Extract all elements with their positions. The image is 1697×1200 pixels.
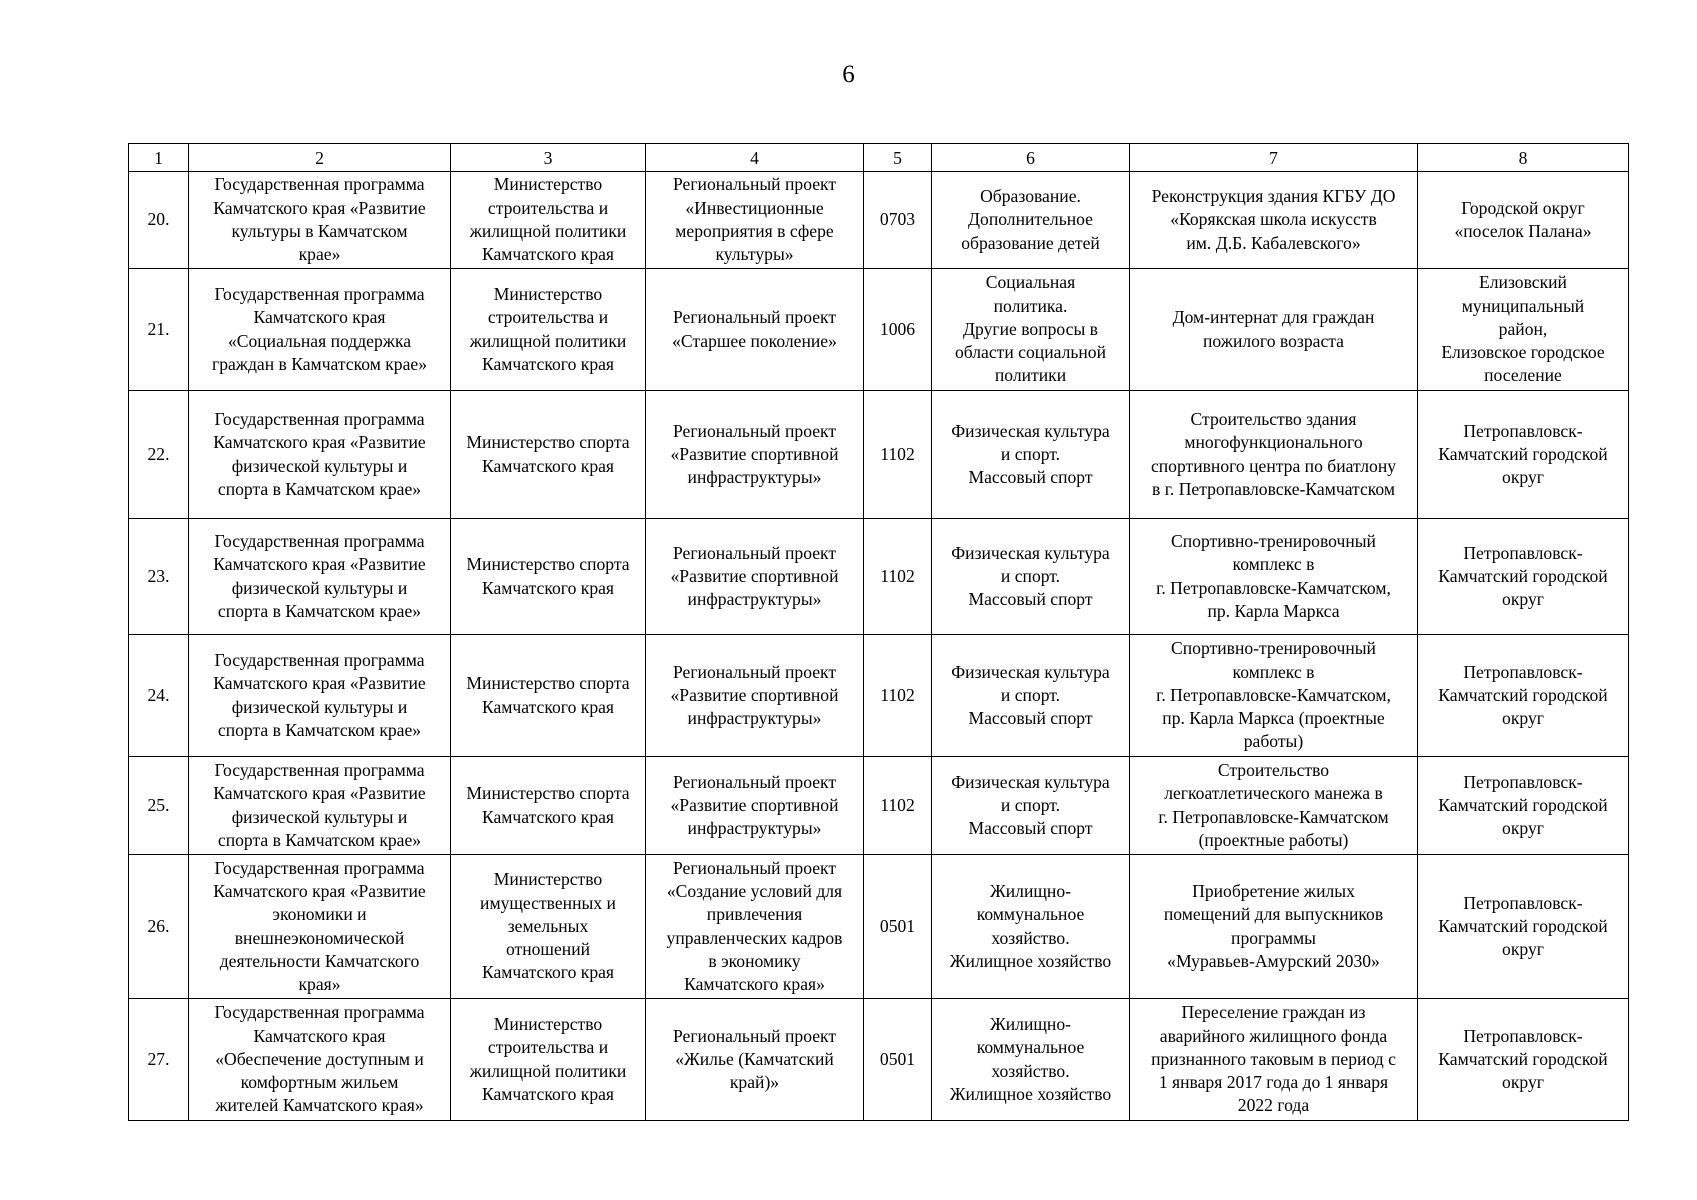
object-cell: Реконструкция здания КГБУ ДО «Корякская школа искусств им. Д.Б. Кабалевского» xyxy=(1130,172,1418,269)
project-cell: Региональный проект «Развитие спортивной инфраструктуры» xyxy=(646,635,864,757)
table-row xyxy=(129,269,1629,391)
object-cell: Строительство здания многофункционального спортивного центра по биатлону в г. Петропавловске-Камчатском xyxy=(1130,391,1418,519)
ministry-cell: Министерство строительства и жилищной политики Камчатского края xyxy=(451,172,646,269)
row-number-cell: 23. xyxy=(129,519,189,635)
program-cell: Государственная программа Камчатского края «Обеспечение доступным и комфортным жильем жителей Камчатского края» xyxy=(189,999,451,1121)
municipality-cell: Петропавловск- Камчатский городской округ xyxy=(1418,391,1629,519)
table-header-row xyxy=(129,144,1629,172)
program-cell: Государственная программа Камчатского края «Развитие физической культуры и спорта в Камчатском крае» xyxy=(189,519,451,635)
budget-section-cell: Жилищно- коммунальное хозяйство. Жилищное хозяйство xyxy=(932,999,1130,1121)
object-cell: Спортивно-тренировочный комплекс в г. Петропавловске-Камчатском, пр. Карла Маркса xyxy=(1130,519,1418,635)
budget-code-cell: 1102 xyxy=(864,519,932,635)
object-cell: Спортивно-тренировочный комплекс в г. Петропавловске-Камчатском, пр. Карла Маркса (проектные работы) xyxy=(1130,635,1418,757)
row-number-cell: 21. xyxy=(129,269,189,391)
row-number-cell: 27. xyxy=(129,999,189,1121)
program-cell: Государственная программа Камчатского края «Социальная поддержка граждан в Камчатском крае» xyxy=(189,269,451,391)
ministry-cell: Министерство спорта Камчатского края xyxy=(451,635,646,757)
municipality-cell: Петропавловск- Камчатский городской округ xyxy=(1418,999,1629,1121)
column-section-header: 6 xyxy=(932,144,1130,172)
table-row xyxy=(129,757,1629,855)
program-cell: Государственная программа Камчатского края «Развитие физической культуры и спорта в Камчатском крае» xyxy=(189,635,451,757)
budget-code-cell: 1006 xyxy=(864,269,932,391)
column-program-header: 2 xyxy=(189,144,451,172)
project-cell: Региональный проект «Развитие спортивной инфраструктуры» xyxy=(646,391,864,519)
object-cell: Дом-интернат для граждан пожилого возраста xyxy=(1130,269,1418,391)
column-object-header: 7 xyxy=(1130,144,1418,172)
program-cell: Государственная программа Камчатского края «Развитие экономики и внешнеэкономической деятельности Камчатского края» xyxy=(189,855,451,999)
table-row xyxy=(129,999,1629,1121)
project-cell: Региональный проект «Инвестиционные мероприятия в сфере культуры» xyxy=(646,172,864,269)
municipality-cell: Елизовский муниципальный район, Елизовское городское поселение xyxy=(1418,269,1629,391)
program-cell: Государственная программа Камчатского края «Развитие культуры в Камчатском крае» xyxy=(189,172,451,269)
ministry-cell: Министерство спорта Камчатского края xyxy=(451,391,646,519)
row-number-cell: 20. xyxy=(129,172,189,269)
table-row xyxy=(129,635,1629,757)
object-cell: Строительство легкоатлетического манежа в г. Петропавловске-Камчатском (проектные работы) xyxy=(1130,757,1418,855)
budget-section-cell: Образование. Дополнительное образование детей xyxy=(932,172,1130,269)
budget-section-cell: Физическая культура и спорт. Массовый спорт xyxy=(932,519,1130,635)
municipality-cell: Петропавловск- Камчатский городской округ xyxy=(1418,519,1629,635)
table-row xyxy=(129,519,1629,635)
data-table xyxy=(128,143,1629,1121)
row-number-cell: 22. xyxy=(129,391,189,519)
table-row xyxy=(129,172,1629,269)
row-number-cell: 24. xyxy=(129,635,189,757)
project-cell: Региональный проект «Создание условий для привлечения управленческих кадров в экономику Камчатского края» xyxy=(646,855,864,999)
column-project-header: 4 xyxy=(646,144,864,172)
ministry-cell: Министерство строительства и жилищной политики Камчатского края xyxy=(451,269,646,391)
budget-code-cell: 0703 xyxy=(864,172,932,269)
program-cell: Государственная программа Камчатского края «Развитие физической культуры и спорта в Камчатском крае» xyxy=(189,757,451,855)
ministry-cell: Министерство спорта Камчатского края xyxy=(451,519,646,635)
budget-section-cell: Физическая культура и спорт. Массовый спорт xyxy=(932,757,1130,855)
row-number-cell: 26. xyxy=(129,855,189,999)
budget-section-cell: Физическая культура и спорт. Массовый спорт xyxy=(932,635,1130,757)
budget-code-cell: 1102 xyxy=(864,635,932,757)
column-number-header: 1 xyxy=(129,144,189,172)
column-ministry-header: 3 xyxy=(451,144,646,172)
object-cell: Приобретение жилых помещений для выпускников программы «Муравьев-Амурский 2030» xyxy=(1130,855,1418,999)
project-cell: Региональный проект «Старшее поколение» xyxy=(646,269,864,391)
ministry-cell: Министерство имущественных и земельных отношений Камчатского края xyxy=(451,855,646,999)
municipality-cell: Петропавловск- Камчатский городской округ xyxy=(1418,757,1629,855)
page-number: 6 xyxy=(842,61,855,88)
object-cell: Переселение граждан из аварийного жилищного фонда признанного таковым в период с 1 января 2017 года до 1 января 2022 года xyxy=(1130,999,1418,1121)
budget-code-cell: 0501 xyxy=(864,855,932,999)
table-row xyxy=(129,391,1629,519)
budget-code-cell: 1102 xyxy=(864,757,932,855)
program-cell: Государственная программа Камчатского края «Развитие физической культуры и спорта в Камчатском крае» xyxy=(189,391,451,519)
municipality-cell: Петропавловск- Камчатский городской округ xyxy=(1418,855,1629,999)
budget-section-cell: Физическая культура и спорт. Массовый спорт xyxy=(932,391,1130,519)
budget-section-cell: Социальная политика. Другие вопросы в области социальной политики xyxy=(932,269,1130,391)
project-cell: Региональный проект «Развитие спортивной инфраструктуры» xyxy=(646,519,864,635)
ministry-cell: Министерство строительства и жилищной политики Камчатского края xyxy=(451,999,646,1121)
municipality-cell: Городской округ «поселок Палана» xyxy=(1418,172,1629,269)
budget-code-cell: 0501 xyxy=(864,999,932,1121)
column-code-header: 5 xyxy=(864,144,932,172)
project-cell: Региональный проект «Развитие спортивной инфраструктуры» xyxy=(646,757,864,855)
ministry-cell: Министерство спорта Камчатского края xyxy=(451,757,646,855)
row-number-cell: 25. xyxy=(129,757,189,855)
column-municipality-header: 8 xyxy=(1418,144,1629,172)
budget-section-cell: Жилищно- коммунальное хозяйство. Жилищное хозяйство xyxy=(932,855,1130,999)
budget-code-cell: 1102 xyxy=(864,391,932,519)
table-row xyxy=(129,855,1629,999)
municipality-cell: Петропавловск- Камчатский городской округ xyxy=(1418,635,1629,757)
project-cell: Региональный проект «Жилье (Камчатский край)» xyxy=(646,999,864,1121)
